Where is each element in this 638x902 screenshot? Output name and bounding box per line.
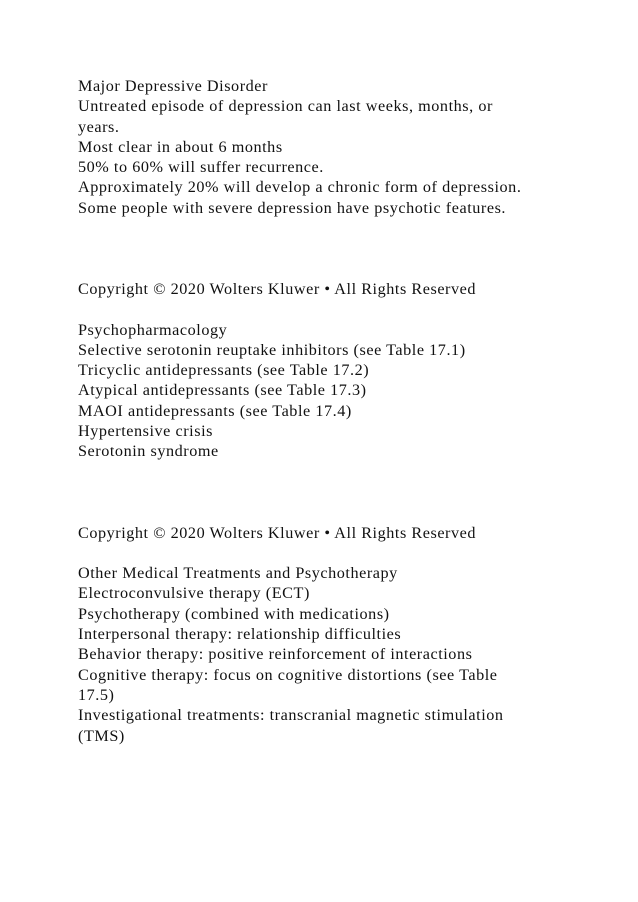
text-line: Most clear in about 6 months [78,137,283,156]
text-line: Investigational treatments: transcranial magnetic stimulation [78,706,504,725]
text-line: Psychotherapy (combined with medications) [78,604,390,623]
blank-line [78,482,608,502]
text-line: Tricyclic antidepressants (see Table 17.2) [78,361,370,380]
copyright-notice: Copyright © 2020 Wolters Kluwer • All Rights Reserved [78,523,477,542]
text-line: Approximately 20% will develop a chronic form of depression. [78,178,522,197]
blank-line [78,543,608,563]
section-title-other-medical-treatments: Other Medical Treatments and Psychotherapy [78,564,398,583]
blank-line [78,502,608,522]
section-title-major-depressive-disorder: Major Depressive Disorder [78,77,268,95]
text-line: Electroconvulsive therapy (ECT) [78,584,310,603]
text-line: Behavior therapy: positive reinforcement of interactions [78,645,473,664]
text-line: Interpersonal therapy: relationship difficulties [78,625,402,644]
text-line: Selective serotonin reuptake inhibitors (see Table 17.1) [78,340,466,359]
text-line: years. [78,117,120,136]
text-line: 17.5) [78,685,115,704]
text-line: Untreated episode of depression can last weeks, months, or [78,97,493,116]
text-line: Atypical antidepressants (see Table 17.3) [78,381,367,400]
document-text [78,76,608,746]
blank-line [78,259,608,279]
section-title-psychopharmacology: Psychopharmacology [78,320,228,339]
blank-line [78,238,608,258]
text-line: MAOI antidepressants (see Table 17.4) [78,401,352,420]
text-line: Some people with severe depression have psychotic features. [78,198,507,217]
text-line: (TMS) [78,726,125,745]
text-line: Serotonin syndrome [78,442,219,461]
text-line: 50% to 60% will suffer recurrence. [78,158,324,177]
blank-line [78,462,608,482]
blank-line [78,218,608,238]
copyright-notice: Copyright © 2020 Wolters Kluwer • All Rights Reserved [78,279,477,298]
text-line: Cognitive therapy: focus on cognitive distortions (see Table [78,665,498,684]
text-line: Hypertensive crisis [78,422,213,441]
blank-line [78,299,608,319]
